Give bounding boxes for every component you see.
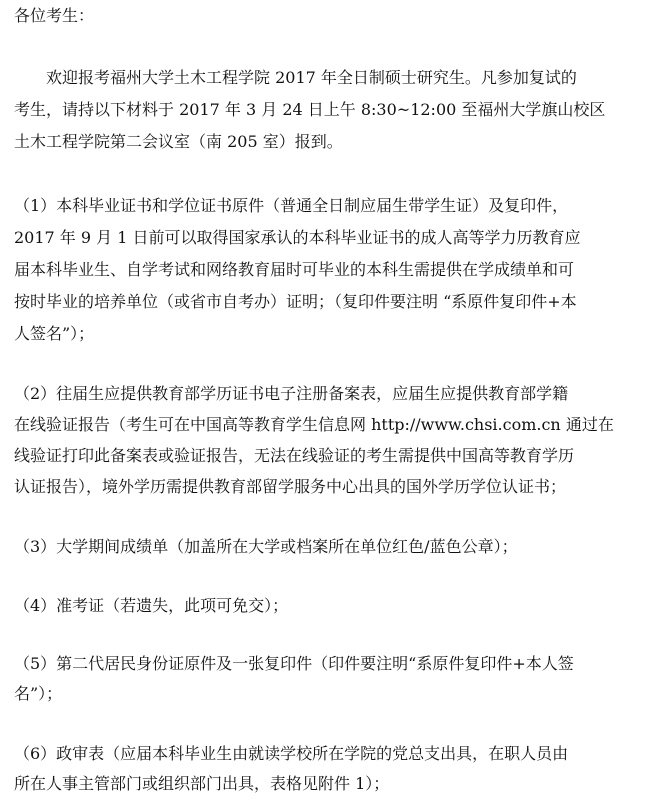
item4-line-1: （4）准考证（若遗失，此项可免交）；: [14, 596, 289, 615]
greeting: 各位考生：: [14, 6, 95, 25]
intro-line-2: 考生，请持以下材料于 2017 年 3 月 24 日上午 8:30~12:00 至福州大学旗山校区: [14, 100, 606, 119]
intro-line-1: 欢迎报考福州大学土木工程学院 2017 年全日制硕士研究生。凡参加复试的: [46, 68, 577, 87]
item1-line-2: 2017 年 9 月 1 日前可以取得国家承认的本科毕业证书的成人高等学力历教育应: [14, 228, 581, 247]
item1-line-3: 届本科毕业生、自学考试和网络教育届时可毕业的本科生需提供在学成绩单和可: [14, 260, 575, 279]
item2-line-2: 在线验证报告（考生可在中国高等教育学生信息网 http://www.chsi.com.cn 通过在: [14, 415, 614, 434]
item6-line-1: （6）政审表（应届本科毕业生由就读学校所在学院的党总支出具，在职人员由: [14, 744, 569, 763]
item1-line-4: 按时毕业的培养单位（或省市自考办）证明；（复印件要注明 “系原件复印件+本: [14, 292, 577, 311]
item1-line-1: （1）本科毕业证书和学位证书原件（普通全日制应届生带学生证）及复印件，: [14, 196, 569, 215]
item1-line-5: 人签名”）；: [14, 324, 95, 343]
item2-line-3: 线验证打印此备案表或验证报告，无法在线验证的考生需提供中国高等教育学历: [14, 446, 575, 465]
item6-line-2: 所在人事主管部门或组织部门出具，表格见附件 1）；: [14, 774, 390, 793]
item5-line-2: 名”）；: [14, 684, 63, 703]
item3-line-1: （3）大学期间成绩单（加盖所在大学或档案所在单位红色/蓝色公章）；: [14, 537, 518, 556]
item2-line-4: 认证报告），境外学历需提供教育部留学服务中心出具的国外学历学位认证书；: [14, 477, 567, 496]
item5-line-1: （5）第二代居民身份证原件及一张复印件（印件要注明“系原件复印件+本人签: [14, 654, 574, 673]
intro-line-3: 土木工程学院第二会议室（南 205 室）报到。: [14, 132, 343, 151]
item2-line-1: （2）往届生应提供教育部学历证书电子注册备案表，应届生应提供教育部学籍: [14, 384, 569, 403]
